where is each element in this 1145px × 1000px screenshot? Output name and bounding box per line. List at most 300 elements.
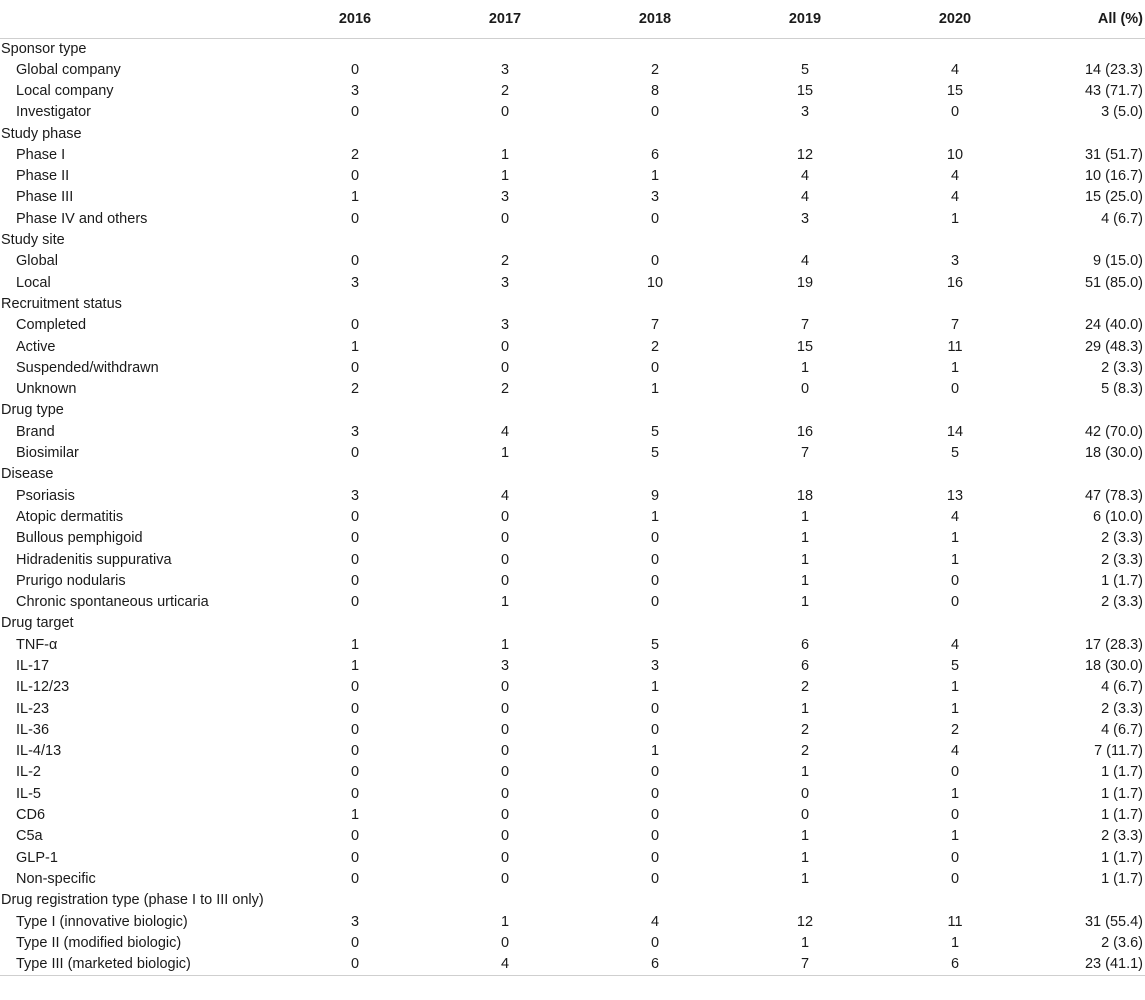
cell-2019: 12: [796, 146, 814, 163]
cell-2020: 4: [950, 168, 960, 185]
cell-2017: 3: [500, 317, 510, 334]
cell-all: 1 (1.7): [1101, 807, 1143, 824]
cell-all: 2 (3.3): [1101, 700, 1143, 717]
cell-2019: 0: [800, 807, 810, 824]
cell-2018: 1: [650, 508, 660, 525]
header-cell-label: [0, 0, 280, 38]
row-label: Prurigo nodularis: [16, 572, 126, 589]
row-label: Active: [16, 338, 56, 355]
cell-2016: 0: [350, 828, 360, 845]
cell-all: 17 (28.3): [1084, 636, 1143, 653]
cell-2018: 0: [650, 253, 660, 270]
cell-2020: 15: [946, 82, 964, 99]
cell-2016: 0: [350, 572, 360, 589]
cell-2017: 3: [500, 658, 510, 674]
table-row: [0, 251, 1145, 272]
cell-2018: 0: [650, 700, 660, 717]
header-cell-all: All (%): [1030, 0, 1145, 38]
cell-2016: 0: [350, 934, 360, 951]
cell-2017: 0: [500, 700, 510, 717]
section-label: Drug target: [1, 615, 74, 632]
cell-2017: 3: [500, 61, 510, 78]
cell-2019: 6: [800, 658, 810, 674]
cell-2018: 0: [650, 572, 660, 589]
cell-2020: 11: [947, 913, 963, 930]
cell-all: 6 (10.0): [1093, 508, 1143, 525]
cell-2017: 0: [500, 104, 510, 121]
cell-2019: 1: [800, 849, 810, 866]
cell-2020: 0: [950, 572, 960, 589]
cell-2019: 6: [800, 636, 810, 653]
cell-2020: 10: [946, 146, 964, 163]
cell-2016: 3: [350, 913, 360, 930]
row-label: Unknown: [16, 381, 77, 398]
table-row: [0, 592, 1145, 613]
cell-2019: 3: [800, 104, 810, 121]
cell-2017: 0: [500, 551, 510, 568]
cell-2020: 14: [946, 423, 964, 440]
section-row: [0, 230, 1145, 251]
cell-2017: 0: [500, 572, 510, 589]
row-label: C5a: [16, 828, 43, 845]
table-row: [0, 421, 1145, 442]
cell-all: 14 (23.3): [1084, 61, 1143, 78]
cell-2018: 10: [646, 274, 664, 291]
cell-2016: 0: [350, 870, 360, 887]
table-row: [0, 59, 1145, 80]
cell-2018: 0: [650, 104, 660, 121]
row-label: Suspended/withdrawn: [16, 359, 159, 376]
table-row: [0, 357, 1145, 378]
cell-all: 4 (6.7): [1101, 210, 1143, 227]
cell-all: 18 (30.0): [1084, 445, 1143, 462]
table-row: [0, 144, 1145, 165]
cell-2016: 0: [350, 508, 360, 525]
cell-2018: 0: [650, 828, 660, 845]
cell-2019: 15: [796, 82, 814, 99]
cell-2016: 0: [350, 594, 360, 611]
cell-2018: 5: [650, 636, 660, 653]
row-label: Hidradenitis suppurativa: [16, 551, 172, 568]
cell-2019: 4: [800, 168, 810, 185]
cell-2016: 0: [280, 954, 430, 975]
cell-2016: 0: [350, 785, 360, 802]
row-label: Phase II: [16, 168, 70, 185]
cell-2019: 1: [800, 700, 810, 717]
cell-2017: 0: [500, 828, 510, 845]
cell-all: 31 (55.4): [1084, 913, 1143, 930]
cell-2017: 4: [500, 423, 510, 440]
cell-2016: 0: [350, 445, 360, 462]
table-row: [0, 847, 1145, 868]
cell-2019: 1: [800, 530, 810, 547]
section-label: Drug registration type (phase I to III only): [1, 892, 264, 909]
cell-2017: 0: [500, 210, 510, 227]
row-label: Atopic dermatitis: [16, 508, 124, 525]
cell-all: 29 (48.3): [1084, 338, 1143, 355]
cell-2019: 0: [800, 381, 810, 398]
cell-all: 47 (78.3): [1084, 487, 1143, 504]
row-label: Phase I: [16, 146, 66, 163]
cell-2020: 4: [950, 61, 960, 78]
cell-2016: 0: [350, 168, 360, 185]
cell-2017: 0: [500, 338, 510, 355]
table-row: [0, 698, 1145, 719]
cell-all: 10 (16.7): [1084, 168, 1143, 185]
cell-2020: 1: [950, 785, 960, 802]
header-cell-2019: 2019: [730, 0, 880, 38]
cell-2018: 0: [650, 721, 660, 738]
row-label: Type III (marketed biologic): [0, 954, 280, 975]
cell-2018: 0: [650, 785, 660, 802]
table-row: [0, 528, 1145, 549]
section-label: Study site: [1, 232, 65, 249]
cell-2016: 0: [350, 700, 360, 717]
cell-all: 2 (3.3): [1101, 828, 1143, 845]
cell-2019: 4: [800, 189, 810, 206]
cell-2020: 0: [950, 104, 960, 121]
cell-2017: 1: [500, 636, 510, 653]
cell-2016: 0: [350, 253, 360, 270]
cell-2017: 4: [430, 954, 580, 975]
cell-all: 1 (1.7): [1101, 870, 1143, 887]
table-row: [0, 656, 1145, 677]
header-cell-2016: 2016: [280, 0, 430, 38]
table-row: [0, 81, 1145, 102]
cell-2016: 0: [350, 61, 360, 78]
cell-2017: 0: [500, 743, 510, 760]
cell-2020: 0: [950, 764, 960, 781]
cell-2018: 0: [650, 807, 660, 824]
table-row: [0, 102, 1145, 123]
row-label: GLP-1: [16, 849, 58, 866]
cell-2016: 3: [350, 82, 360, 99]
cell-2018: 8: [650, 82, 660, 99]
section-row: [0, 464, 1145, 485]
cell-all: 2 (3.3): [1101, 530, 1143, 547]
cell-all: 51 (85.0): [1084, 274, 1143, 291]
row-label: IL-2: [16, 764, 41, 781]
cell-2017: 2: [500, 82, 510, 99]
cell-all: 15 (25.0): [1084, 189, 1143, 206]
cell-2020: 16: [946, 274, 964, 291]
table-row: [0, 379, 1145, 400]
cell-2016: 2: [350, 146, 360, 163]
row-label: Brand: [16, 423, 55, 440]
cell-2020: 5: [950, 658, 960, 674]
cell-2017: 0: [500, 679, 510, 696]
cell-2016: 0: [350, 743, 360, 760]
table-row: [0, 634, 1145, 655]
cell-2018: 9: [650, 487, 660, 504]
cell-2016: 0: [350, 210, 360, 227]
cell-all: 2 (3.6): [1101, 934, 1143, 951]
table-body: [0, 38, 1145, 975]
header-row: [0, 0, 1145, 38]
cell-2018: 6: [650, 146, 660, 163]
cell-2017: 1: [500, 146, 510, 163]
table-row: [0, 783, 1145, 804]
cell-all: 5 (8.3): [1101, 381, 1143, 398]
cell-2017: 3: [500, 189, 510, 206]
cell-2020: 1: [950, 210, 960, 227]
cell-2018: 1: [650, 679, 660, 696]
cell-2019: 19: [796, 274, 814, 291]
cell-2020: 4: [950, 189, 960, 206]
cell-2020: 5: [950, 445, 960, 462]
table-row: [0, 869, 1145, 890]
table-row: [0, 549, 1145, 570]
cell-all: 3 (5.0): [1101, 104, 1143, 121]
cell-2018: 4: [650, 913, 660, 930]
cell-2019: 7: [730, 954, 880, 975]
section-row: [0, 400, 1145, 421]
cell-2016: 0: [350, 679, 360, 696]
cell-2019: 3: [800, 210, 810, 227]
table-row: [0, 762, 1145, 783]
row-label: TNF-α: [16, 636, 58, 653]
cell-2016: 0: [350, 530, 360, 547]
cell-2018: 3: [650, 658, 660, 674]
row-label: Non-specific: [16, 870, 96, 887]
cell-2019: 5: [800, 61, 810, 78]
row-label: Local company: [16, 82, 114, 99]
cell-2016: 0: [350, 849, 360, 866]
cell-2016: 1: [350, 189, 360, 206]
row-label: Type I (innovative biologic): [16, 913, 188, 930]
cell-2016: 0: [350, 721, 360, 738]
section-label: Sponsor type: [1, 40, 87, 57]
cell-all: 42 (70.0): [1084, 423, 1143, 440]
cell-2020: 4: [950, 508, 960, 525]
cell-all: 2 (3.3): [1101, 359, 1143, 376]
cell-all: 9 (15.0): [1093, 253, 1143, 270]
cell-2016: 1: [350, 658, 360, 674]
cell-2017: 1: [500, 913, 510, 930]
cell-2018: 5: [650, 423, 660, 440]
table-row: [0, 507, 1145, 528]
row-label: CD6: [16, 807, 46, 824]
row-label: Local: [16, 274, 51, 291]
row-label: IL-17: [16, 658, 50, 674]
cell-2020: 6: [880, 954, 1030, 975]
cell-2018: 6: [580, 954, 730, 975]
cell-2018: 7: [650, 317, 660, 334]
table-row: [0, 954, 1145, 975]
cell-all: 43 (71.7): [1084, 82, 1143, 99]
cell-2018: 2: [650, 338, 660, 355]
section-label: Recruitment status: [1, 295, 122, 312]
section-label: Study phase: [1, 125, 82, 142]
section-label: Disease: [1, 466, 54, 483]
cell-2019: 1: [800, 508, 810, 525]
row-label: Biosimilar: [16, 445, 79, 462]
table-header: [0, 0, 1145, 38]
cell-all: 18 (30.0): [1084, 658, 1143, 674]
cell-2019: 12: [796, 913, 814, 930]
row-label: Chronic spontaneous urticaria: [16, 594, 209, 611]
cell-2018: 0: [650, 551, 660, 568]
cell-2019: 1: [800, 572, 810, 589]
row-label: Phase III: [16, 189, 74, 206]
section-row: [0, 123, 1145, 144]
cell-2016: 3: [350, 487, 360, 504]
row-label: IL-23: [16, 700, 50, 717]
cell-2018: 0: [650, 210, 660, 227]
cell-2016: 0: [350, 317, 360, 334]
cell-2019: 7: [800, 445, 810, 462]
cell-2020: 0: [950, 807, 960, 824]
cell-2019: 2: [800, 743, 810, 760]
section-row: [0, 613, 1145, 634]
cell-2018: 1: [650, 168, 660, 185]
cell-2018: 0: [650, 934, 660, 951]
table-row: [0, 208, 1145, 229]
row-label: Global company: [16, 61, 121, 78]
cell-2016: 0: [350, 359, 360, 376]
cell-2017: 1: [500, 168, 510, 185]
table-row: [0, 720, 1145, 741]
cell-2017: 0: [500, 849, 510, 866]
cell-2020: 2: [950, 721, 960, 738]
cell-2020: 0: [950, 849, 960, 866]
cell-2019: 18: [796, 487, 814, 504]
cell-2018: 1: [650, 743, 660, 760]
cell-2017: 1: [500, 594, 510, 611]
cell-2017: 2: [500, 381, 510, 398]
table-row: [0, 677, 1145, 698]
cell-2017: 0: [500, 870, 510, 887]
header-cell-2018: 2018: [580, 0, 730, 38]
cell-2016: 1: [350, 338, 360, 355]
table-row: [0, 932, 1145, 953]
cell-2020: 1: [950, 934, 960, 951]
cell-2018: 0: [650, 849, 660, 866]
table-row: [0, 187, 1145, 208]
cell-2019: 1: [800, 594, 810, 611]
cell-2019: 15: [796, 338, 814, 355]
cell-all: 7 (11.7): [1094, 743, 1143, 760]
section-row: [0, 294, 1145, 315]
row-label: Investigator: [16, 104, 91, 121]
table-row: [0, 485, 1145, 506]
cell-2020: 1: [950, 359, 960, 376]
cell-2019: 16: [796, 423, 814, 440]
cell-2017: 2: [500, 253, 510, 270]
cell-all: 2 (3.3): [1101, 594, 1143, 611]
cell-2019: 1: [800, 551, 810, 568]
row-label: Phase IV and others: [16, 210, 148, 227]
cell-2017: 0: [500, 764, 510, 781]
cell-2020: 3: [950, 253, 960, 270]
cell-2019: 2: [800, 679, 810, 696]
cell-2016: 0: [350, 551, 360, 568]
table-row: [0, 911, 1145, 932]
cell-2019: 1: [800, 828, 810, 845]
cell-2016: 1: [350, 807, 360, 824]
cell-2018: 0: [650, 594, 660, 611]
table-row: [0, 741, 1145, 762]
cell-2019: 0: [800, 785, 810, 802]
cell-2017: 0: [500, 807, 510, 824]
header-cell-2020: 2020: [880, 0, 1030, 38]
section-row: [0, 38, 1145, 59]
row-label: IL-12/23: [16, 679, 70, 696]
row-label: IL-5: [16, 785, 41, 802]
cell-2017: 1: [500, 445, 510, 462]
row-label: Completed: [16, 317, 87, 334]
cell-2016: 3: [350, 423, 360, 440]
cell-2017: 0: [500, 934, 510, 951]
row-label: Bullous pemphigoid: [16, 530, 143, 547]
cell-2019: 1: [800, 359, 810, 376]
cell-2020: 1: [950, 551, 960, 568]
row-label: Psoriasis: [16, 487, 75, 504]
cell-2020: 4: [950, 743, 960, 760]
table-row: [0, 443, 1145, 464]
table-row: [0, 336, 1145, 357]
row-label: Type II (modified biologic): [16, 934, 182, 951]
cell-2019: 1: [800, 870, 810, 887]
cell-2018: 1: [650, 381, 660, 398]
table-row: [0, 826, 1145, 847]
table-row: [0, 805, 1145, 826]
cell-all: 1 (1.7): [1101, 572, 1143, 589]
row-label: IL-4/13: [16, 743, 62, 760]
cell-2020: 0: [950, 870, 960, 887]
cell-2018: 3: [650, 189, 660, 206]
cell-2017: 4: [500, 487, 510, 504]
cell-2016: 0: [350, 104, 360, 121]
cell-2017: 0: [500, 359, 510, 376]
table-row: [0, 272, 1145, 293]
cell-2019: 7: [800, 317, 810, 334]
cell-2018: 0: [650, 764, 660, 781]
cell-2019: 4: [800, 253, 810, 270]
cell-2017: 0: [500, 530, 510, 547]
cell-2019: 2: [800, 721, 810, 738]
cell-all: 1 (1.7): [1101, 785, 1143, 802]
cell-2019: 1: [800, 764, 810, 781]
cell-2020: 0: [950, 381, 960, 398]
cell-2020: 0: [950, 594, 960, 611]
cell-2016: 1: [350, 636, 360, 653]
section-row: [0, 890, 1145, 911]
table-row: [0, 166, 1145, 187]
header-cell-2017: 2017: [430, 0, 580, 38]
cell-2020: 7: [950, 317, 960, 334]
cell-2016: 0: [350, 764, 360, 781]
cell-2017: 0: [500, 785, 510, 802]
cell-2018: 0: [650, 870, 660, 887]
cell-2018: 0: [650, 530, 660, 547]
cell-all: 1 (1.7): [1101, 764, 1143, 781]
cell-all: 31 (51.7): [1084, 146, 1143, 163]
cell-2020: 13: [946, 487, 964, 504]
cell-2020: 4: [950, 636, 960, 653]
cell-all: 1 (1.7): [1101, 849, 1143, 866]
cell-all: 4 (6.7): [1101, 721, 1143, 738]
cell-2018: 5: [650, 445, 660, 462]
section-label: Drug type: [1, 402, 64, 419]
cell-2020: 1: [950, 700, 960, 717]
cell-2018: 0: [650, 359, 660, 376]
table-row: [0, 570, 1145, 591]
row-label: Global: [16, 253, 58, 270]
cell-2019: 1: [800, 934, 810, 951]
cell-2020: 11: [947, 338, 963, 355]
cell-2020: 1: [950, 530, 960, 547]
